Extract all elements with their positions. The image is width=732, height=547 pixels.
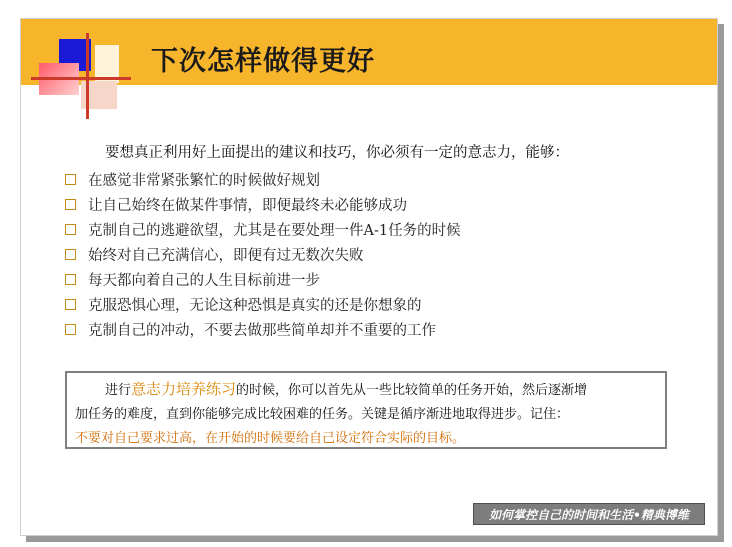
checkbox-bullet-icon bbox=[65, 249, 76, 260]
bullet-text: 克制自己的逃避欲望，尤其是在要处理一件A-1任务的时候 bbox=[88, 223, 461, 239]
note-suffix: 的时候，你可以首先从一些比较简单的任务开始，然后逐渐增 bbox=[236, 383, 588, 398]
note-prefix: 进行 bbox=[105, 383, 132, 398]
checkbox-bullet-icon bbox=[65, 174, 76, 185]
bullet-text: 克制自己的冲动，不要去做那些简单却并不重要的工作 bbox=[88, 323, 436, 339]
bullet-text: 在感觉非常紧张繁忙的时候做好规划 bbox=[88, 173, 320, 189]
footer-badge bbox=[473, 503, 705, 525]
intro-text: 要想真正利用好上面提出的建议和技巧，你必须有一定的意志力，能够： bbox=[105, 145, 569, 161]
bullet-item bbox=[65, 267, 461, 292]
note-line-2: 加任务的难度，直到你能够完成比较困难的任务。关键是循序渐进地取得进步。记住： bbox=[75, 407, 570, 422]
bullet-text: 克服恐惧心理，无论这种恐惧是真实的还是你想象的 bbox=[88, 298, 422, 314]
note-highlight: 意志力培养练习 bbox=[131, 380, 237, 398]
checkbox-bullet-icon bbox=[65, 224, 76, 235]
checkbox-bullet-icon bbox=[65, 324, 76, 335]
slide-title: 下次怎样做得更好 bbox=[151, 46, 375, 77]
slide bbox=[20, 18, 718, 536]
logo-line-vertical bbox=[86, 33, 89, 119]
note-box bbox=[65, 371, 667, 449]
note-warning: 不要对自己要求过高，在开始的时候要给自己设定符合实际的目标。 bbox=[75, 431, 466, 446]
logo-line-horizontal bbox=[31, 77, 131, 80]
bullet-item bbox=[65, 217, 461, 242]
checkbox-bullet-icon bbox=[65, 274, 76, 285]
bullet-item bbox=[65, 242, 461, 267]
bullet-item bbox=[65, 317, 461, 342]
decorative-squares-logo bbox=[21, 19, 141, 119]
bullet-list bbox=[65, 167, 461, 342]
checkbox-bullet-icon bbox=[65, 199, 76, 210]
bullet-item bbox=[65, 292, 461, 317]
checkbox-bullet-icon bbox=[65, 299, 76, 310]
note-line-1 bbox=[75, 377, 657, 403]
bullet-text: 每天都向着自己的人生目标前进一步 bbox=[88, 273, 320, 289]
footer-text: 如何掌控自己的时间和生活•精典博维 bbox=[489, 507, 689, 522]
bullet-text: 让自己始终在做某件事情，即便最终未必能够成功 bbox=[88, 198, 407, 214]
bullet-item bbox=[65, 167, 461, 192]
bullet-item bbox=[65, 192, 461, 217]
bullet-text: 始终对自己充满信心，即便有过无数次失败 bbox=[88, 248, 364, 264]
